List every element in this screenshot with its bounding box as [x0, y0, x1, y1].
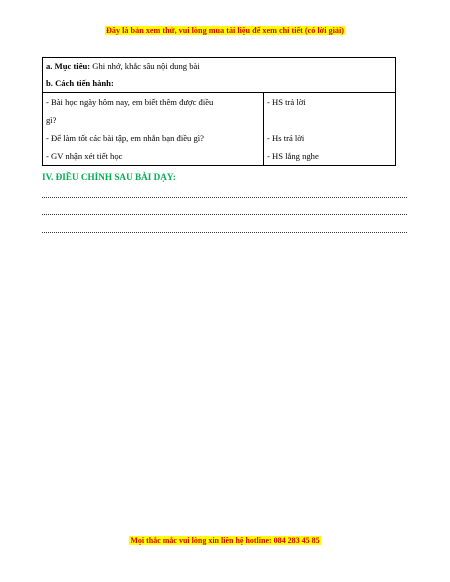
dotted-line-1 — [42, 197, 407, 198]
footer-hotline — [0, 536, 450, 545]
goal-text: Ghi nhớ, khắc sâu nội dung bài — [90, 61, 200, 71]
goal-line — [46, 58, 392, 75]
row-1-right: - HS trả lời — [267, 97, 306, 107]
row-3-right: - HS lắng nghe — [267, 151, 319, 161]
steps-label: b. Cách tiến hành: — [46, 78, 114, 88]
row-2-right: - Hs trả lời — [267, 133, 305, 143]
dotted-line-2 — [42, 214, 407, 215]
table-row — [43, 58, 396, 93]
goal-cell — [43, 58, 396, 93]
section-heading: IV. ĐIỀU CHỈNH SAU BÀI DẠY: — [42, 172, 176, 182]
preview-banner-text: Đây là bản xem thử, vui lòng mua tài liệu để xem chi tiết (có lời giải) — [105, 26, 344, 35]
row-2-left: - Để làm tốt các bài tập, em nhắn bạn điều gì? — [46, 133, 204, 143]
goal-label: a. Mục tiêu: — [46, 61, 91, 71]
row-1-right-spacer — [267, 111, 392, 129]
table-cell-response — [264, 93, 396, 166]
lesson-table — [42, 57, 396, 166]
row-3-left: - GV nhận xét tiết học — [46, 151, 123, 161]
footer-hotline-text: Mọi thắc mắc vui lòng xin liên hệ hotline: 084 283 45 85 — [130, 536, 320, 545]
preview-banner — [0, 26, 450, 35]
row-1-left-line-1: - Bài học ngày hôm nay, em biết thêm được điều — [46, 97, 214, 107]
table-row — [43, 93, 396, 166]
row-1-left-line-2: gì? — [46, 115, 57, 125]
dotted-line-3 — [42, 232, 407, 233]
table-cell-activity — [43, 93, 264, 166]
